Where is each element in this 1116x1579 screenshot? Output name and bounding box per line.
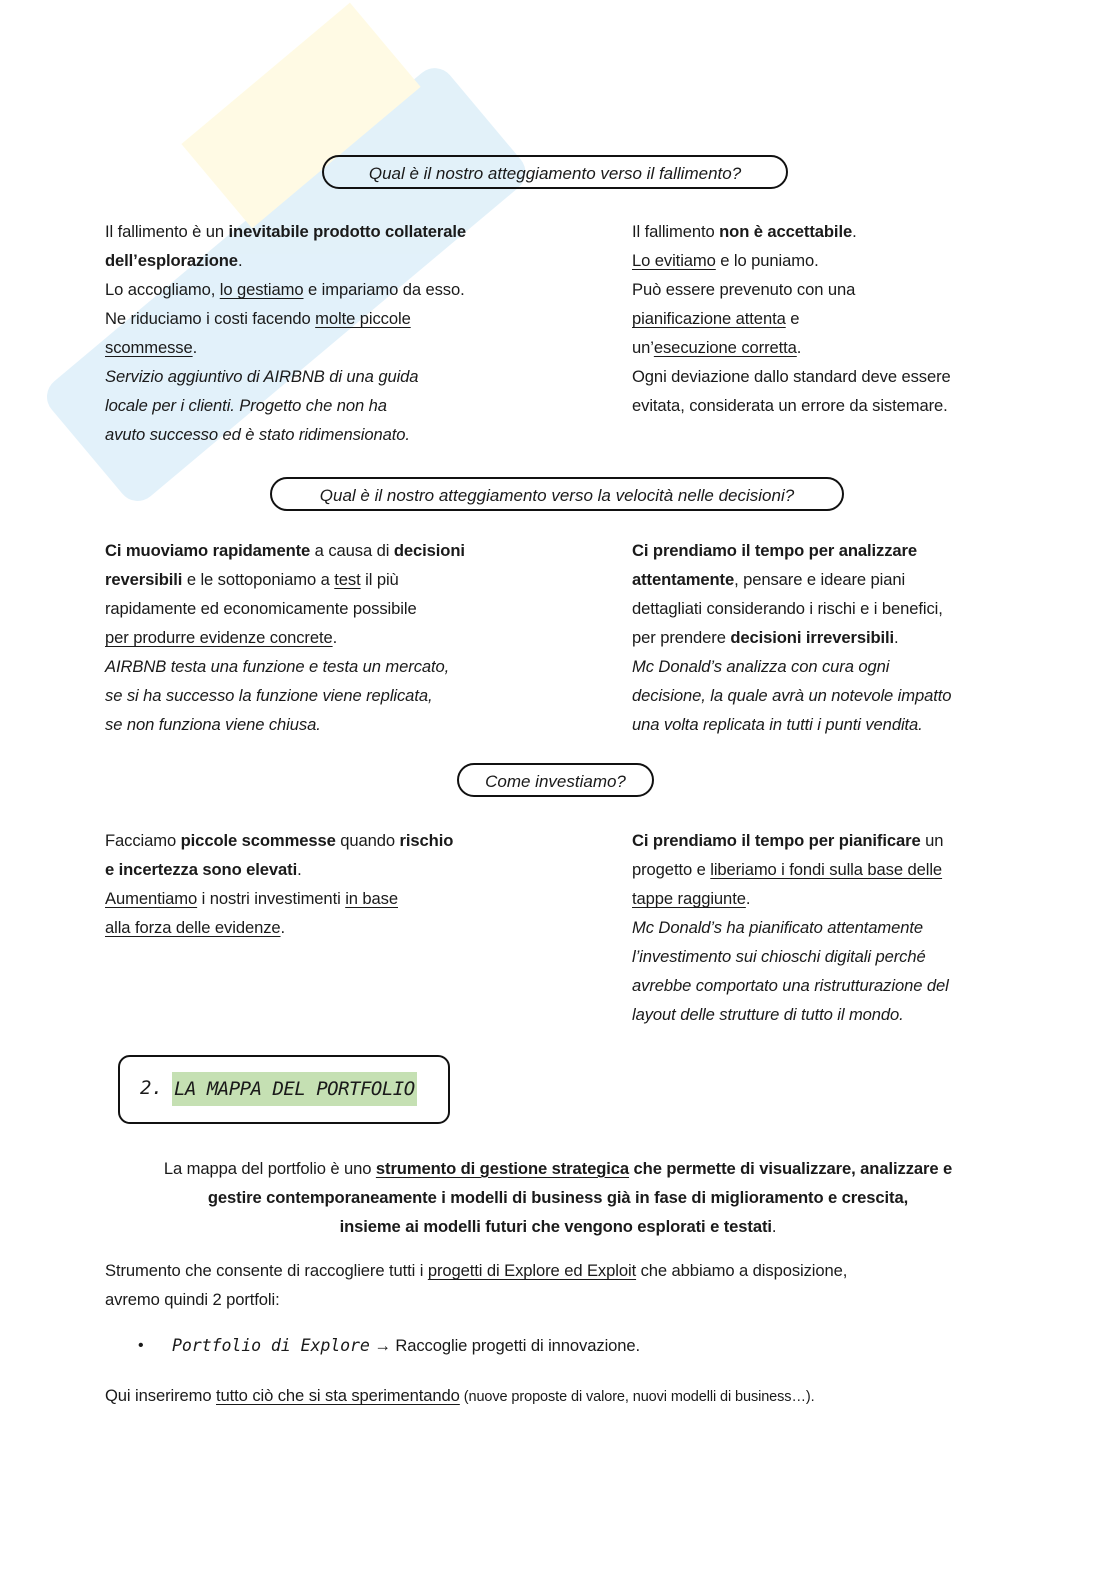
text-run: Può essere prevenuto con una	[632, 280, 856, 299]
text-line	[58, 1154, 1058, 1183]
text-line	[172, 1331, 640, 1360]
text-line	[632, 826, 949, 855]
text-run: Ogni deviazione dallo standard deve essere	[632, 367, 951, 386]
text-run: Raccoglie progetti di innovazione.	[395, 1336, 641, 1355]
text-line	[105, 884, 453, 913]
text-line	[632, 681, 951, 710]
text-run: il più	[360, 570, 399, 589]
text-run: Il fallimento	[632, 222, 720, 241]
text-run: Ci prendiamo il tempo per pianificare	[632, 831, 921, 850]
text-line	[632, 246, 951, 275]
text-line	[105, 362, 466, 391]
section-heading-box	[118, 1055, 450, 1124]
text-line	[632, 217, 951, 246]
text-line	[632, 536, 951, 565]
text-line	[632, 333, 951, 362]
text-line	[105, 623, 465, 652]
text-run: a causa di	[310, 541, 394, 560]
text-line	[105, 855, 453, 884]
text-run: progetto e	[632, 860, 711, 879]
text-line	[632, 884, 949, 913]
text-run: un’	[632, 338, 654, 357]
text-run: molte piccole	[315, 309, 411, 328]
text-run: Portfolio di Explore	[172, 1336, 370, 1355]
text-run: quando	[335, 831, 400, 850]
text-run: locale per i clienti. Progetto che non ha	[105, 396, 387, 415]
text-run: che permette di visualizzare, analizzare e	[629, 1159, 953, 1178]
text-line	[632, 652, 951, 681]
section-number: 2.	[140, 1077, 163, 1099]
text-run: , pensare e ideare piani	[734, 570, 906, 589]
text-line	[105, 536, 465, 565]
text-run: .	[192, 338, 198, 357]
text-run: Facciamo	[105, 831, 181, 850]
text-line	[632, 971, 949, 1000]
text-run: scommesse	[105, 338, 193, 357]
text-line	[105, 246, 466, 275]
text-run: .	[280, 918, 286, 937]
text-line	[632, 275, 951, 304]
text-run: i nostri investimenti	[197, 889, 346, 908]
text-run: decisione, la quale avrà un notevole impatto	[632, 686, 952, 705]
text-line	[105, 652, 465, 681]
text-line	[632, 623, 951, 652]
text-run: Ci muoviamo rapidamente	[105, 541, 311, 560]
text-run: gestire contemporaneamente i modelli di business già in fase di miglioramento e crescita,	[207, 1188, 909, 1207]
text-run: evitata, considerata un errore da sistemare.	[632, 396, 948, 415]
text-run: per prendere	[632, 628, 731, 647]
text-run: →	[369, 1336, 396, 1355]
text-line	[632, 304, 951, 333]
text-run: Mc Donald’s ha pianificato attentamente	[632, 918, 923, 937]
question-speed-pill: Qual è il nostro atteggiamento verso la velocità nelle decisioni?	[270, 477, 844, 511]
text-line	[632, 942, 949, 971]
text-run: insieme ai modelli futuri che vengono esplorati e testati	[339, 1217, 772, 1236]
text-line	[105, 391, 466, 420]
exploit-speed-text	[632, 536, 951, 739]
text-line	[632, 710, 951, 739]
text-run: .	[852, 222, 857, 241]
text-run: tappe raggiunte	[632, 889, 746, 908]
text-run: se non funziona viene chiusa.	[105, 715, 321, 734]
text-line	[105, 565, 465, 594]
text-run: strumento di gestione strategica	[375, 1159, 630, 1178]
text-line	[105, 217, 466, 246]
exploit-failure-text	[632, 217, 951, 420]
question-invest-pill: Come investiamo?	[457, 763, 654, 797]
text-line	[105, 681, 465, 710]
text-run: e	[785, 309, 800, 328]
question-failure-pill: Qual è il nostro atteggiamento verso il fallimento?	[322, 155, 788, 189]
text-run: e incertezza sono elevati	[105, 860, 298, 879]
text-line	[105, 275, 466, 304]
text-run: rapidamente ed economicamente possibile	[105, 599, 417, 618]
text-run: piccole scommesse	[180, 831, 336, 850]
bullet-explore-item	[172, 1331, 640, 1360]
text-run: Ne riduciamo i costi facendo	[105, 309, 316, 328]
text-run: .	[237, 251, 243, 270]
text-line	[105, 1381, 815, 1412]
text-run: Servizio aggiuntivo di AIRBNB di una guida	[105, 367, 419, 386]
text-run: tutto ciò che si sta sperimentando	[216, 1386, 460, 1405]
text-run: avuto successo ed è stato ridimensionato.	[105, 425, 410, 444]
text-run: .	[332, 628, 338, 647]
text-run: La mappa del portfolio è uno	[163, 1159, 376, 1178]
text-run: progetti di Explore ed Exploit	[427, 1261, 637, 1280]
text-line	[632, 362, 951, 391]
text-line	[58, 1212, 1058, 1241]
text-run: Ci prendiamo il tempo per analizzare	[632, 541, 918, 560]
description-paragraph	[105, 1256, 847, 1314]
text-run: avrebbe comportato una ristrutturazione del	[632, 976, 949, 995]
text-run: attentamente	[632, 570, 735, 589]
text-run: layout delle strutture di tutto il mondo.	[632, 1005, 904, 1024]
text-run: inevitabile prodotto collaterale	[228, 222, 467, 241]
text-run: esecuzione corretta	[653, 338, 797, 357]
text-run: in base	[345, 889, 398, 908]
text-line	[105, 333, 466, 362]
text-line	[105, 710, 465, 739]
text-run: .	[894, 628, 899, 647]
text-run: non è accettabile	[719, 222, 853, 241]
text-line	[105, 304, 466, 333]
text-run: .	[745, 889, 751, 908]
text-line	[105, 420, 466, 449]
text-run: e impariamo da esso.	[303, 280, 465, 299]
text-run: reversibili	[105, 570, 183, 589]
text-line	[632, 913, 949, 942]
text-run: rischio	[399, 831, 454, 850]
text-run: decisioni irreversibili	[730, 628, 895, 647]
text-run: Aumentiamo	[105, 889, 198, 908]
text-run: Lo accogliamo,	[105, 280, 220, 299]
text-run: Lo evitiamo	[632, 251, 716, 270]
text-run: dell’esplorazione	[105, 251, 238, 270]
text-run: Il fallimento è un	[105, 222, 229, 241]
intro-paragraph	[58, 1154, 1058, 1241]
text-run: AIRBNB testa una funzione e testa un mercato,	[105, 657, 450, 676]
text-line	[105, 1285, 847, 1314]
text-run: una volta replicata in tutti i punti vendita.	[632, 715, 923, 734]
text-line	[632, 391, 951, 420]
text-run: dettagliati considerando i rischi e i benefici,	[632, 599, 943, 618]
text-line	[105, 826, 453, 855]
text-line	[632, 565, 951, 594]
text-run: decisioni	[393, 541, 465, 560]
text-line	[632, 594, 951, 623]
text-run: pianificazione attenta	[632, 309, 786, 328]
text-line	[105, 1256, 847, 1285]
text-run: avremo quindi 2 portfoli:	[105, 1290, 280, 1309]
text-line	[105, 913, 453, 942]
text-run: e lo puniamo.	[715, 251, 819, 270]
text-run: e le sottoponiamo a	[182, 570, 335, 589]
text-line	[632, 855, 949, 884]
exploit-invest-text	[632, 826, 949, 1029]
text-run: test	[334, 570, 361, 589]
text-run: lo gestiamo	[219, 280, 304, 299]
text-run: (nuove proposte di valore, nuovi modelli di business…).	[459, 1389, 815, 1405]
text-run: .	[796, 338, 802, 357]
text-line	[58, 1183, 1058, 1212]
explore-invest-text	[105, 826, 453, 942]
explore-failure-text	[105, 217, 466, 449]
bullet-marker: •	[138, 1337, 144, 1354]
text-run: un	[920, 831, 944, 850]
explore-speed-text	[105, 536, 465, 739]
text-run: se si ha successo la funzione viene replicata,	[105, 686, 433, 705]
text-run: .	[771, 1217, 777, 1236]
text-run: liberiamo i fondi sulla base delle	[710, 860, 943, 879]
text-run: .	[297, 860, 302, 879]
text-line	[105, 594, 465, 623]
closing-paragraph	[105, 1381, 815, 1412]
text-run: Qui inseriremo	[105, 1386, 217, 1405]
text-run: Mc Donald’s analizza con cura ogni	[632, 657, 890, 676]
text-run: Strumento che consente di raccogliere tutti i	[105, 1261, 428, 1280]
text-run: alla forza delle evidenze	[105, 918, 281, 937]
text-run: l’investimento sui chioschi digitali perché	[632, 947, 926, 966]
text-line	[632, 1000, 949, 1029]
text-run: che abbiamo a disposizione,	[636, 1261, 848, 1280]
text-run: per produrre evidenze concrete	[105, 628, 333, 647]
section-title: LA MAPPA DEL PORTFOLIO	[172, 1072, 417, 1106]
